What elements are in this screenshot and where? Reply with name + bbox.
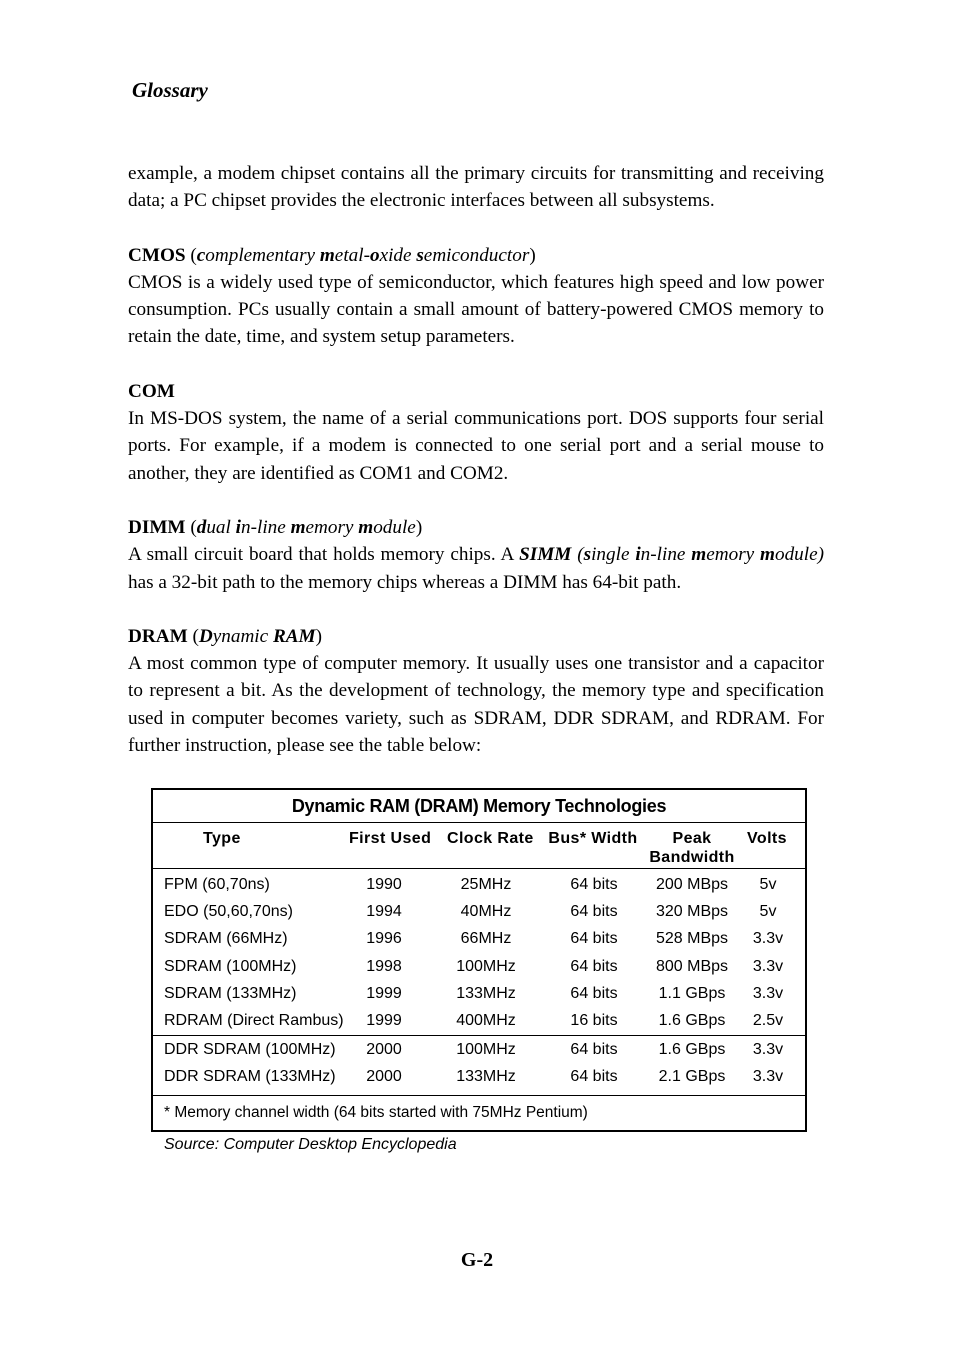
header-type: Type (203, 830, 241, 847)
cell-volts: 3.3v (752, 1041, 784, 1059)
source-caption: Source: Computer Desktop Encyclopedia (164, 1136, 457, 1153)
term-heading-cmos: CMOS (complementary metal-oxide semiconductor) (128, 244, 536, 266)
table-row (153, 871, 805, 898)
cell-first-used: 1996 (366, 930, 402, 948)
table-row (153, 1063, 805, 1090)
cell-peak-bandwidth: 528 MBps (655, 930, 729, 948)
table-group-ddr (153, 1036, 805, 1095)
running-header: Glossary (132, 78, 208, 102)
header-clock-rate: Clock Rate (447, 830, 534, 847)
cell-volts: 5v (759, 903, 777, 921)
cell-first-used: 1994 (366, 903, 402, 921)
page-number: G-2 (460, 1249, 494, 1271)
entry-dimm (128, 514, 824, 596)
table-title: Dynamic RAM (DRAM) Memory Technologies (153, 790, 805, 823)
definition-cmos: CMOS is a widely used type of semiconductor, which features high speed and low power consumption. PCs usually contain a small amount of battery-powered CMOS memory to retain the date, time, and system setup parameters. (128, 271, 824, 348)
glossary-content (128, 160, 824, 759)
table-header-row (153, 823, 805, 869)
cell-volts: 3.3v (752, 984, 784, 1002)
entry-dram (128, 623, 824, 759)
entry-cmos (128, 242, 824, 351)
cell-clock-rate: 100MHz (456, 957, 516, 975)
cell-type: SDRAM (133MHz) (164, 984, 297, 1002)
term-heading-dram: DRAM (Dynamic RAM) (128, 625, 323, 647)
cell-type: FPM (60,70ns) (164, 876, 270, 893)
definition-dimm: A small circuit board that holds memory chips. A SIMM (single in-line memory module) has a 32-bit path to the memory chips whereas a DIMM has 64-bit path. (128, 544, 825, 593)
table-row (153, 925, 805, 952)
header-volts: Volts (747, 830, 787, 847)
header-first-used: First Used (349, 830, 432, 847)
cell-volts: 5v (759, 876, 777, 893)
term-dram: DRAM (128, 625, 188, 647)
cell-bus-width: 64 bits (570, 1068, 618, 1086)
term-heading-com (128, 378, 824, 405)
cell-bus-width: 64 bits (570, 930, 618, 948)
cell-bus-width: 64 bits (570, 984, 618, 1002)
cell-type: SDRAM (100MHz) (164, 957, 297, 975)
cell-type: DDR SDRAM (133MHz) (164, 1068, 336, 1086)
header-peak-bandwidth: Peak Bandwidth (649, 830, 735, 866)
term-dimm: DIMM (128, 516, 186, 538)
intro-paragraph: example, a modem chipset contains all the primary circuits for transmitting and receiving data; a PC chipset provides the electronic interfaces between all subsystems. (128, 163, 824, 212)
cell-peak-bandwidth: 1.6 GBps (658, 1011, 726, 1029)
term-heading-dimm: DIMM (dual in-line memory module) (128, 516, 423, 538)
cell-volts: 3.3v (752, 957, 784, 975)
definition-com: In MS-DOS system, the name of a serial communications port. DOS supports four serial ports. For example, if a modem is connected to one serial port and a serial mouse to another, they are identified as COM1 and COM2. (128, 408, 824, 484)
dram-technologies-table (151, 788, 807, 1132)
cell-bus-width: 64 bits (570, 957, 618, 975)
cell-volts: 3.3v (752, 1068, 784, 1086)
table-row (153, 953, 805, 980)
cell-bus-width: 64 bits (570, 1041, 618, 1059)
term-cmos: CMOS (128, 244, 186, 266)
table-footnote: * Memory channel width (64 bits started with 75MHz Pentium) (164, 1103, 588, 1121)
cell-clock-rate: 400MHz (456, 1011, 516, 1029)
cell-peak-bandwidth: 200 MBps (655, 876, 729, 893)
cell-peak-bandwidth: 800 MBps (655, 957, 729, 975)
cell-first-used: 1999 (366, 984, 402, 1002)
cell-clock-rate: 25MHz (460, 876, 512, 893)
cell-first-used: 2000 (366, 1041, 402, 1059)
cell-clock-rate: 100MHz (456, 1041, 516, 1059)
table-row (153, 1007, 805, 1034)
term-com: COM (128, 380, 175, 402)
cell-bus-width: 16 bits (570, 1011, 618, 1029)
cell-peak-bandwidth: 1.1 GBps (658, 984, 726, 1002)
cell-clock-rate: 66MHz (460, 930, 512, 948)
cell-clock-rate: 133MHz (456, 1068, 516, 1086)
cell-peak-bandwidth: 1.6 GBps (658, 1041, 726, 1059)
cell-type: EDO (50,60,70ns) (164, 903, 293, 921)
cell-first-used: 1998 (366, 957, 402, 975)
cell-clock-rate: 133MHz (456, 984, 516, 1002)
table-row (153, 1036, 805, 1063)
cell-bus-width: 64 bits (570, 903, 618, 921)
entry-com (128, 378, 824, 487)
cell-first-used: 2000 (366, 1068, 402, 1086)
table-row (153, 898, 805, 925)
cell-volts: 3.3v (752, 930, 784, 948)
cell-type: SDRAM (66MHz) (164, 930, 288, 948)
cell-clock-rate: 40MHz (460, 903, 512, 921)
cell-type: RDRAM (Direct Rambus) (164, 1011, 344, 1029)
table-group-sdr (153, 869, 805, 1036)
cell-first-used: 1990 (366, 876, 402, 893)
cell-type: DDR SDRAM (100MHz) (164, 1041, 336, 1059)
cell-volts: 2.5v (752, 1011, 784, 1029)
table-row (153, 980, 805, 1007)
definition-dram: A most common type of computer memory. It usually uses one transistor and a capacitor to represent a bit. As the development of technology, the memory type and specification used in computer becomes variety, such as SDRAM, DDR SDRAM, and RDRAM. For further instruction, please see the table below: (128, 653, 824, 757)
header-bus-width: Bus* Width (548, 830, 638, 847)
cell-first-used: 1999 (366, 1011, 402, 1029)
cell-peak-bandwidth: 320 MBps (655, 903, 729, 921)
cell-peak-bandwidth: 2.1 GBps (658, 1068, 726, 1086)
cell-bus-width: 64 bits (570, 876, 618, 893)
